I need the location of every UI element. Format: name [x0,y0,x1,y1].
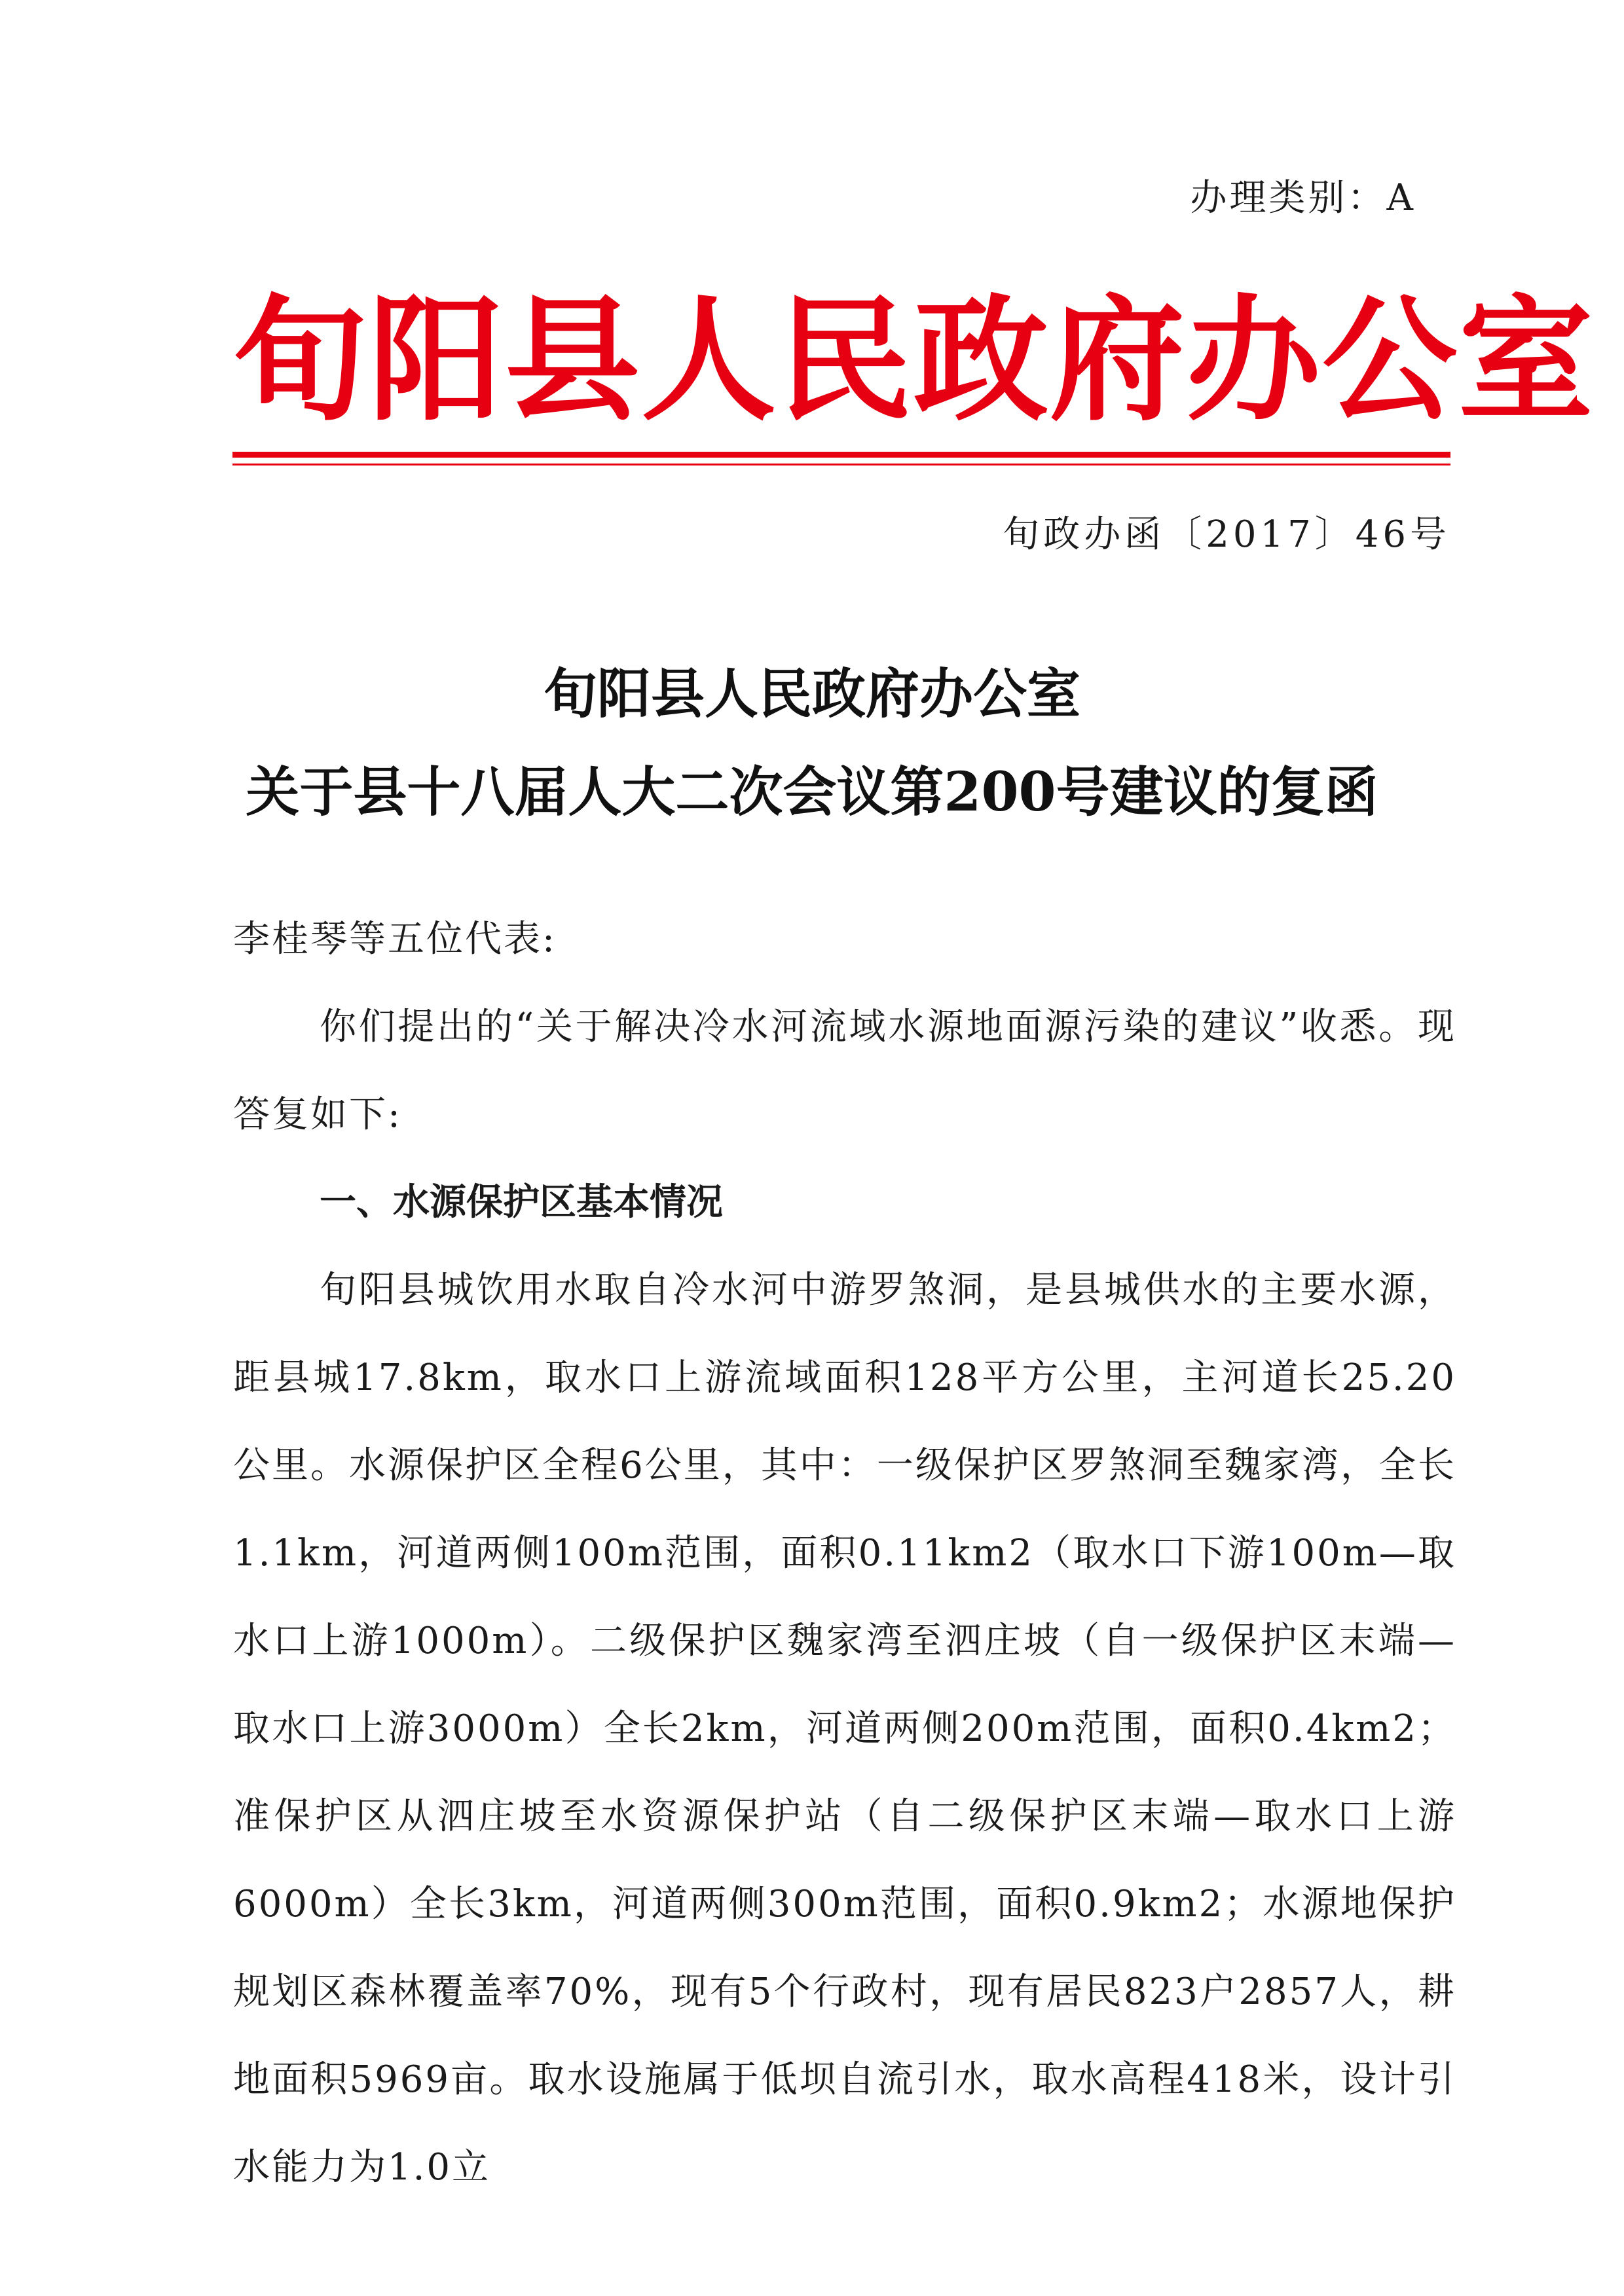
document-number: 旬政办函〔2017〕46号 [1003,513,1450,556]
handling-category: 办理类别：A [1190,177,1416,219]
masthead-title: 旬阳县人民政府办公室 [232,281,1595,439]
intro-paragraph: 你们提出的“关于解决冷水河流域水源地面源污染的建议”收悉。现答复如下: [233,1006,1456,1136]
title-line-2: 关于县十八届人大二次会议第200号建议的复函 [246,761,1378,824]
document-body [233,896,1456,2212]
masthead-rule-thin [232,464,1450,465]
section-paragraph: 旬阳县城饮用水取自冷水河中游罗煞洞，是县城供水的主要水源，距县城17.8km，取水口上游流域面积128平方公里，主河道长25.20公里。水源保护区全程6公里，其中：一级保护区罗煞洞至魏家湾，全长1.1km，河道两侧100m范围，面积0.11km2（取水口下游100m—取水口上游1000m）。二级保护区魏家湾至泗庄坡（自一级保护区末端—取水口上游3000m）全长2km，河道两侧200m范围，面积0.4km2；准保护区从泗庄坡至水资源保护站（自二级保护区末端—取水口上游6000m）全长3km，河道两侧300m范围，面积0.9km2；水源地保护规划区森林覆盖率70%，现有5个行政村，现有居民823户2857人，耕地面积5969亩。取水设施属于低坝自流引水，取水高程418米，设计引水能力为1.0立 [233,1269,1456,2189]
masthead-rule-thick [232,452,1450,458]
title-line-1: 旬阳县人民政府办公室 [543,663,1080,725]
document-title [196,645,1428,841]
section-heading: 一、水源保护区基本情况 [320,1181,723,1224]
salutation: 李桂琴等五位代表: [233,918,557,960]
